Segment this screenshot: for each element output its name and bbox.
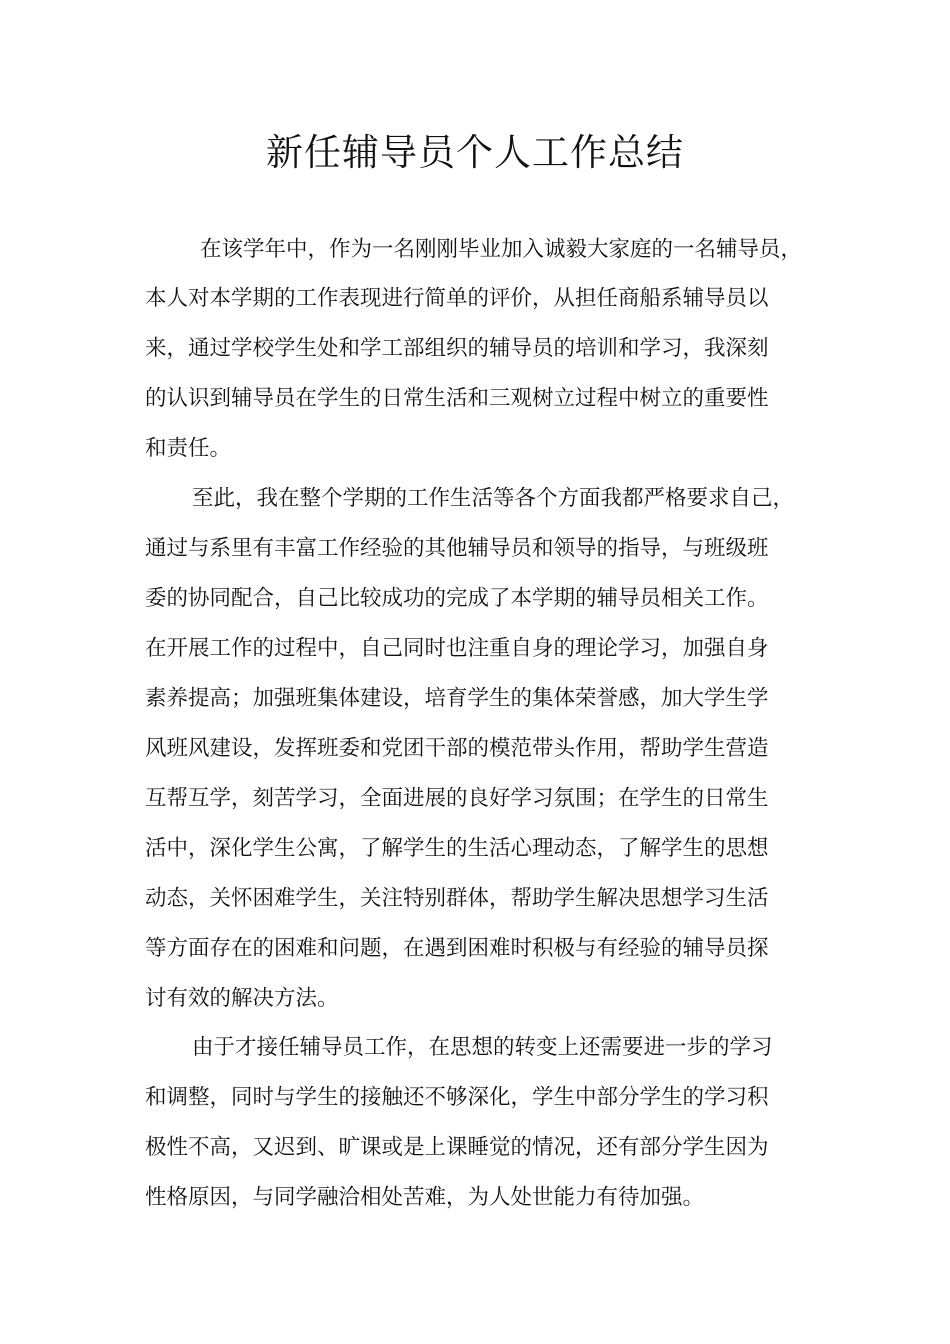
paragraph-2-line-7: 互帮互学，刻苦学习，全面进展的良好学习氛围；在学生的日常生 xyxy=(145,786,769,811)
paragraph-3-line-2: 和调整，同时与学生的接触还不够深化，学生中部分学生的学习积 xyxy=(145,1085,769,1110)
paragraph-2-line-4: 在开展工作的过程中，自己同时也注重自身的理论学习，加强自身 xyxy=(145,636,769,661)
paragraph-3-line-1: 由于才接任辅导员工作，在思想的转变上还需要进一步的学习 xyxy=(192,1035,773,1060)
document-title: 新任辅导员个人工作总结 xyxy=(266,131,684,174)
paragraph-1-line-1: 在该学年中，作为一名刚刚毕业加入诚毅大家庭的一名辅导员， xyxy=(200,237,803,262)
paragraph-1-line-2: 本人对本学期的工作表现进行简单的评价，从担任商船系辅导员以 xyxy=(145,286,769,311)
paragraph-3-line-4: 性格原因，与同学融洽相处苦难，为人处世能力有待加强。 xyxy=(145,1185,705,1210)
paragraph-1-line-5: 和责任。 xyxy=(145,436,232,461)
paragraph-2-line-1: 至此，我在整个学期的工作生活等各个方面我都严格要求自己， xyxy=(192,486,795,511)
paragraph-3-line-3: 极性不高，又迟到、旷课或是上课睡觉的情况，还有部分学生因为 xyxy=(145,1135,769,1160)
paragraph-2-line-10: 等方面存在的困难和问题，在遇到困难时积极与有经验的辅导员探 xyxy=(145,936,769,961)
paragraph-1-line-3: 来，通过学校学生处和学工部组织的辅导员的培训和学习，我深刻 xyxy=(145,336,769,361)
paragraph-2-line-11: 讨有效的解决方法。 xyxy=(145,986,339,1011)
paragraph-2-line-5: 素养提高；加强班集体建设，培育学生的集体荣誉感，加大学生学 xyxy=(145,686,769,711)
paragraph-2-line-9: 动态，关怀困难学生，关注特别群体，帮助学生解决思想学习生活 xyxy=(145,886,769,911)
paragraph-2-line-3: 委的协同配合，自己比较成功的完成了本学期的辅导员相关工作。 xyxy=(145,586,769,611)
paragraph-2-line-6: 风班风建设，发挥班委和党团干部的模范带头作用，帮助学生营造 xyxy=(145,736,769,761)
paragraph-2-line-8: 活中，深化学生公寓，了解学生的生活心理动态，了解学生的思想 xyxy=(145,836,769,861)
paragraph-2-line-2: 通过与系里有丰富工作经验的其他辅导员和领导的指导，与班级班 xyxy=(145,536,769,561)
paragraph-1-line-4: 的认识到辅导员在学生的日常生活和三观树立过程中树立的重要性 xyxy=(145,386,769,411)
